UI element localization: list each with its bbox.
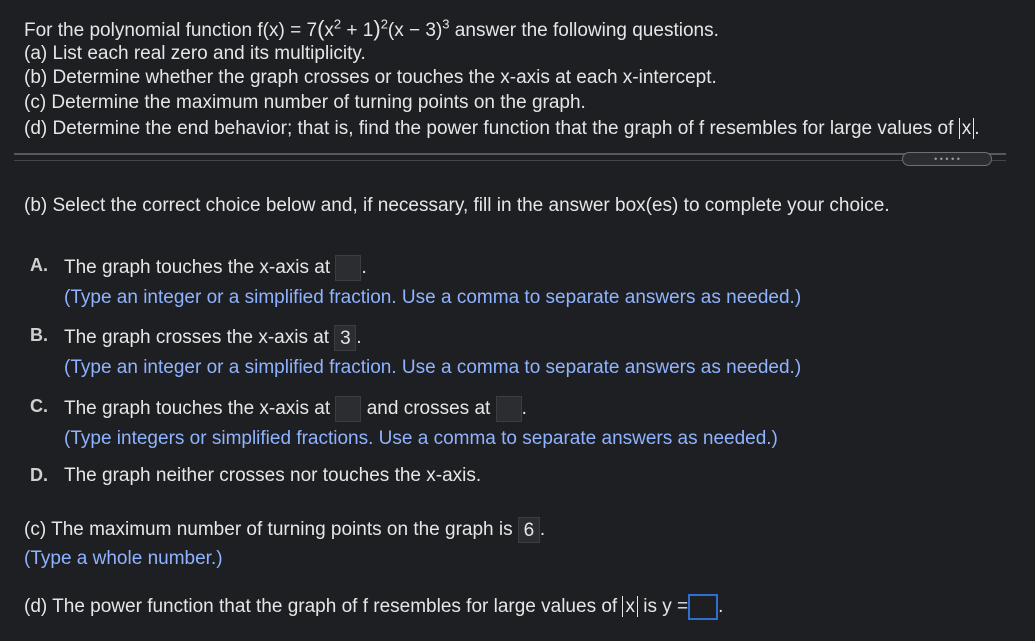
choice-b-period: .: [356, 327, 362, 349]
part-d-mid: is y =: [643, 596, 689, 618]
part-b-prompt: (b) Select the correct choice below and, if necessary, fill in the answer box(es) to complete your choice.: [24, 195, 890, 216]
choice-c-touch-box[interactable]: [335, 396, 361, 422]
part-d-answer-box[interactable]: [688, 594, 718, 620]
choice-a-answer-box[interactable]: [335, 255, 361, 281]
choice-a[interactable]: [64, 255, 367, 281]
expand-handle[interactable]: • • • • •: [902, 152, 992, 166]
choice-b[interactable]: [64, 325, 362, 351]
choice-b-letter[interactable]: B.: [30, 325, 48, 345]
paren-close: ): [373, 16, 381, 41]
paren-open: (: [317, 16, 325, 41]
part-c-prompt: (c) The maximum number of turning points on the graph is: [24, 519, 513, 541]
end-period: .: [974, 118, 980, 139]
choice-b-hint: (Type an integer or a simplified fraction. Use a comma to separate answers as needed.): [64, 357, 802, 378]
choice-c-period: .: [521, 398, 527, 420]
divider-line-lower: [14, 160, 1006, 161]
part-c-answer-box[interactable]: 6: [518, 517, 540, 543]
choice-b-text: The graph crosses the x-axis at: [64, 327, 330, 349]
part-d-period: .: [718, 596, 724, 618]
choice-b-answer-box[interactable]: 3: [334, 325, 356, 351]
choice-c-mid-text: and crosses at: [366, 398, 491, 420]
choice-d-text[interactable]: The graph neither crosses nor touches the x-axis.: [64, 465, 482, 486]
question-intro: [24, 16, 719, 42]
factor1-exponent: 2: [380, 16, 388, 32]
choice-c-hint: (Type integers or simplified fractions. Use a comma to separate answers as needed.): [64, 428, 778, 449]
part-c-period: .: [539, 519, 546, 541]
factor1-plus: + 1: [341, 20, 374, 41]
choice-a-letter[interactable]: A.: [30, 255, 48, 275]
question-part-d-text: (d) Determine the end behavior; that is, find the power function that the graph of f resembles for large values of: [24, 118, 959, 139]
choice-c-cross-box[interactable]: [496, 396, 522, 422]
part-d: [24, 594, 723, 620]
question-part-c: (c) Determine the maximum number of turning points on the graph.: [24, 92, 586, 113]
factor1-inner: x: [324, 20, 334, 41]
question-part-d: [24, 118, 979, 140]
intro-suffix: answer the following questions.: [449, 20, 719, 41]
question-part-b: (b) Determine whether the graph crosses or touches the x-axis at each x-intercept.: [24, 67, 717, 88]
abs-x: x: [959, 118, 975, 139]
choice-a-text: The graph touches the x-axis at: [64, 257, 331, 279]
choice-a-period: .: [361, 257, 367, 279]
choice-c[interactable]: [64, 396, 527, 422]
factor2: (x − 3): [387, 20, 443, 41]
part-d-abs-x: x: [622, 596, 638, 617]
factor1-inner-exponent: 2: [333, 16, 342, 32]
factor2-exponent: 3: [442, 16, 450, 32]
divider-line: [14, 153, 1006, 155]
choice-a-hint: (Type an integer or a simplified fraction. Use a comma to separate answers as needed.): [64, 287, 802, 308]
choice-c-letter[interactable]: C.: [30, 396, 48, 416]
part-d-prompt: (d) The power function that the graph of f resembles for large values of: [24, 596, 618, 618]
part-c: [24, 517, 545, 543]
choice-c-text: The graph touches the x-axis at: [64, 398, 331, 420]
intro-prefix: For the polynomial function f(x) = 7: [24, 20, 318, 41]
part-c-hint: (Type a whole number.): [24, 548, 223, 569]
question-part-a: (a) List each real zero and its multiplicity.: [24, 43, 366, 64]
choice-d-letter[interactable]: D.: [30, 465, 48, 485]
